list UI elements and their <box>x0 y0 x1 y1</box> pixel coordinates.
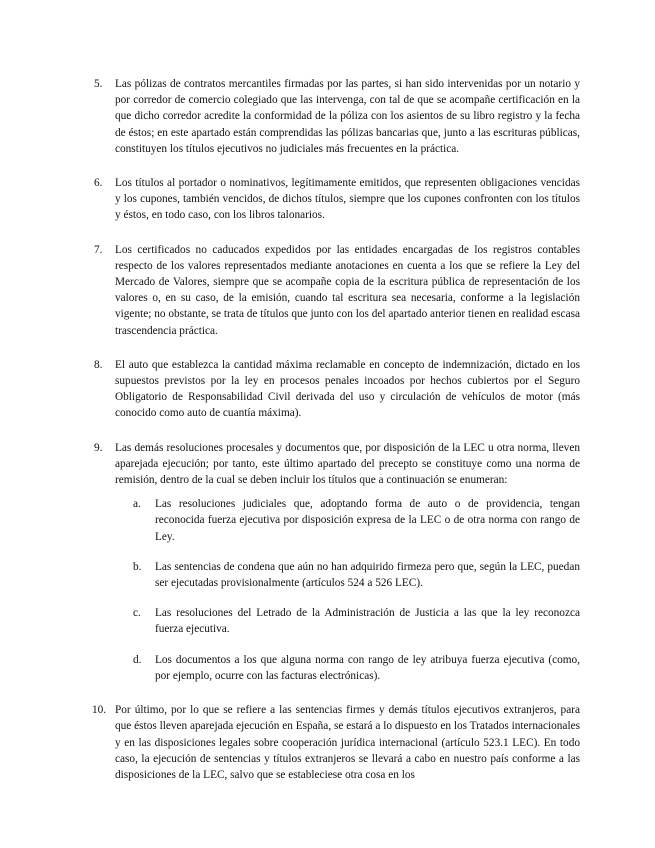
sub-item-c <box>115 605 580 637</box>
item-number: 10. <box>92 704 107 717</box>
list-item-9 <box>92 440 580 684</box>
sub-item-letter: a. <box>133 498 141 511</box>
item-text: El auto que establezca la cantidad máxima reclamable en concepto de indemnización, dictado en los supuestos previstos por la ley en procesos penales incoados por hechos cubiertos por el Seguro Obligatorio de Responsabilidad Civil derivada del uso y circulación de vehículos de motor (más conocido como auto de cuantía máxima). <box>115 358 580 420</box>
sub-item-text: Las resoluciones judiciales que, adoptando forma de auto o de providencia, tengan reconocida fuerza ejecutiva por disposición expresa de la LEC o de otra norma con rango de Ley. <box>155 498 580 543</box>
sub-item-d <box>115 652 580 684</box>
item-text: Por último, por lo que se refiere a las sentencias firmes y demás títulos ejecutivos extranjeros, para que éstos lleven aparejada ejecución en España, se estará a lo dispuesto en los Tratados internacionales y en las disposiciones legales sobre cooperación jurídica internacional (artículo 523.1 LEC). En todo caso, la ejecución de sentencias y títulos extranjeros se llevará a cabo en nuestro país conforme a las disposiciones de la LEC, salvo que se estableciese otra cosa en los <box>115 704 580 781</box>
item-number: 8. <box>94 358 103 371</box>
sub-item-letter: d. <box>133 653 142 666</box>
list-item-10 <box>92 702 580 783</box>
sub-item-a <box>115 496 580 545</box>
item-number: 9. <box>94 441 103 454</box>
item-number: 7. <box>94 243 103 256</box>
item-number: 5. <box>94 78 103 90</box>
sub-item-letter: c. <box>133 607 141 620</box>
sub-item-letter: b. <box>133 560 142 573</box>
item-number: 6. <box>94 177 103 190</box>
sub-item-text: Las sentencias de condena que aún no han adquirido firmeza pero que, según la LEC, puedan ser ejecutadas provisionalmente (artículos 524 a 526 LEC). <box>155 560 580 590</box>
list-item-6 <box>92 175 580 224</box>
sub-item-text: Las resoluciones del Letrado de la Administración de Justicia a las que la ley reconozca fuerza ejecutiva. <box>155 607 580 636</box>
item-text: Las demás resoluciones procesales y documentos que, por disposición de la LEC u otra norma, lleven aparejada ejecución; por tanto, este último apartado del precepto se constituye como una norma de remisión, dentro de la cual se deben incluir los títulos que a continuación se enumeran: <box>115 441 580 487</box>
item-text: Las pólizas de contratos mercantiles firmadas por las partes, si han sido intervenidas por un notario y por corredor de comercio colegiado que las intervenga, con tal de que se acompañe certificación en la que dicho corredor acredite la conformidad de la póliza con los asientos de su libro registro y la fecha de éstos; en este apartado están comprendidas las pólizas bancarias que, junto a las escrituras públicas, constituyen los títulos ejecutivos no judiciales más frecuentes en la práctica. <box>115 78 580 155</box>
sub-item-b <box>115 559 580 591</box>
numbered-list <box>92 76 580 801</box>
item-text: Los certificados no caducados expedidos por las entidades encargadas de los registros contables respecto de los valores representados mediante anotaciones en cuenta a los que se refiere la Ley del Mercado de Valores, siempre que se acompañe copia de la escritura pública de representación de los valores o, en su caso, de la emisión, cuando tal escritura sea necesaria, conforme a la legislación vigente; no obstante, se trata de títulos que junto con los del apartado anterior tienen en realidad escasa trascendencia práctica. <box>115 243 580 337</box>
item-text: Los títulos al portador o nominativos, legítimamente emitidos, que representen obligaciones vencidas y los cupones, también vencidos, de dichos títulos, siempre que los cupones confronten con los títulos y éstos, en todo caso, con los libros talonarios. <box>115 177 580 222</box>
list-item-7 <box>92 242 580 339</box>
sub-item-text: Los documentos a los que alguna norma con rango de ley atribuya fuerza ejecutiva (como, por ejemplo, ocurre con las facturas electrónicas). <box>155 653 580 682</box>
list-item-8 <box>92 357 580 422</box>
list-item-5 <box>92 76 580 157</box>
